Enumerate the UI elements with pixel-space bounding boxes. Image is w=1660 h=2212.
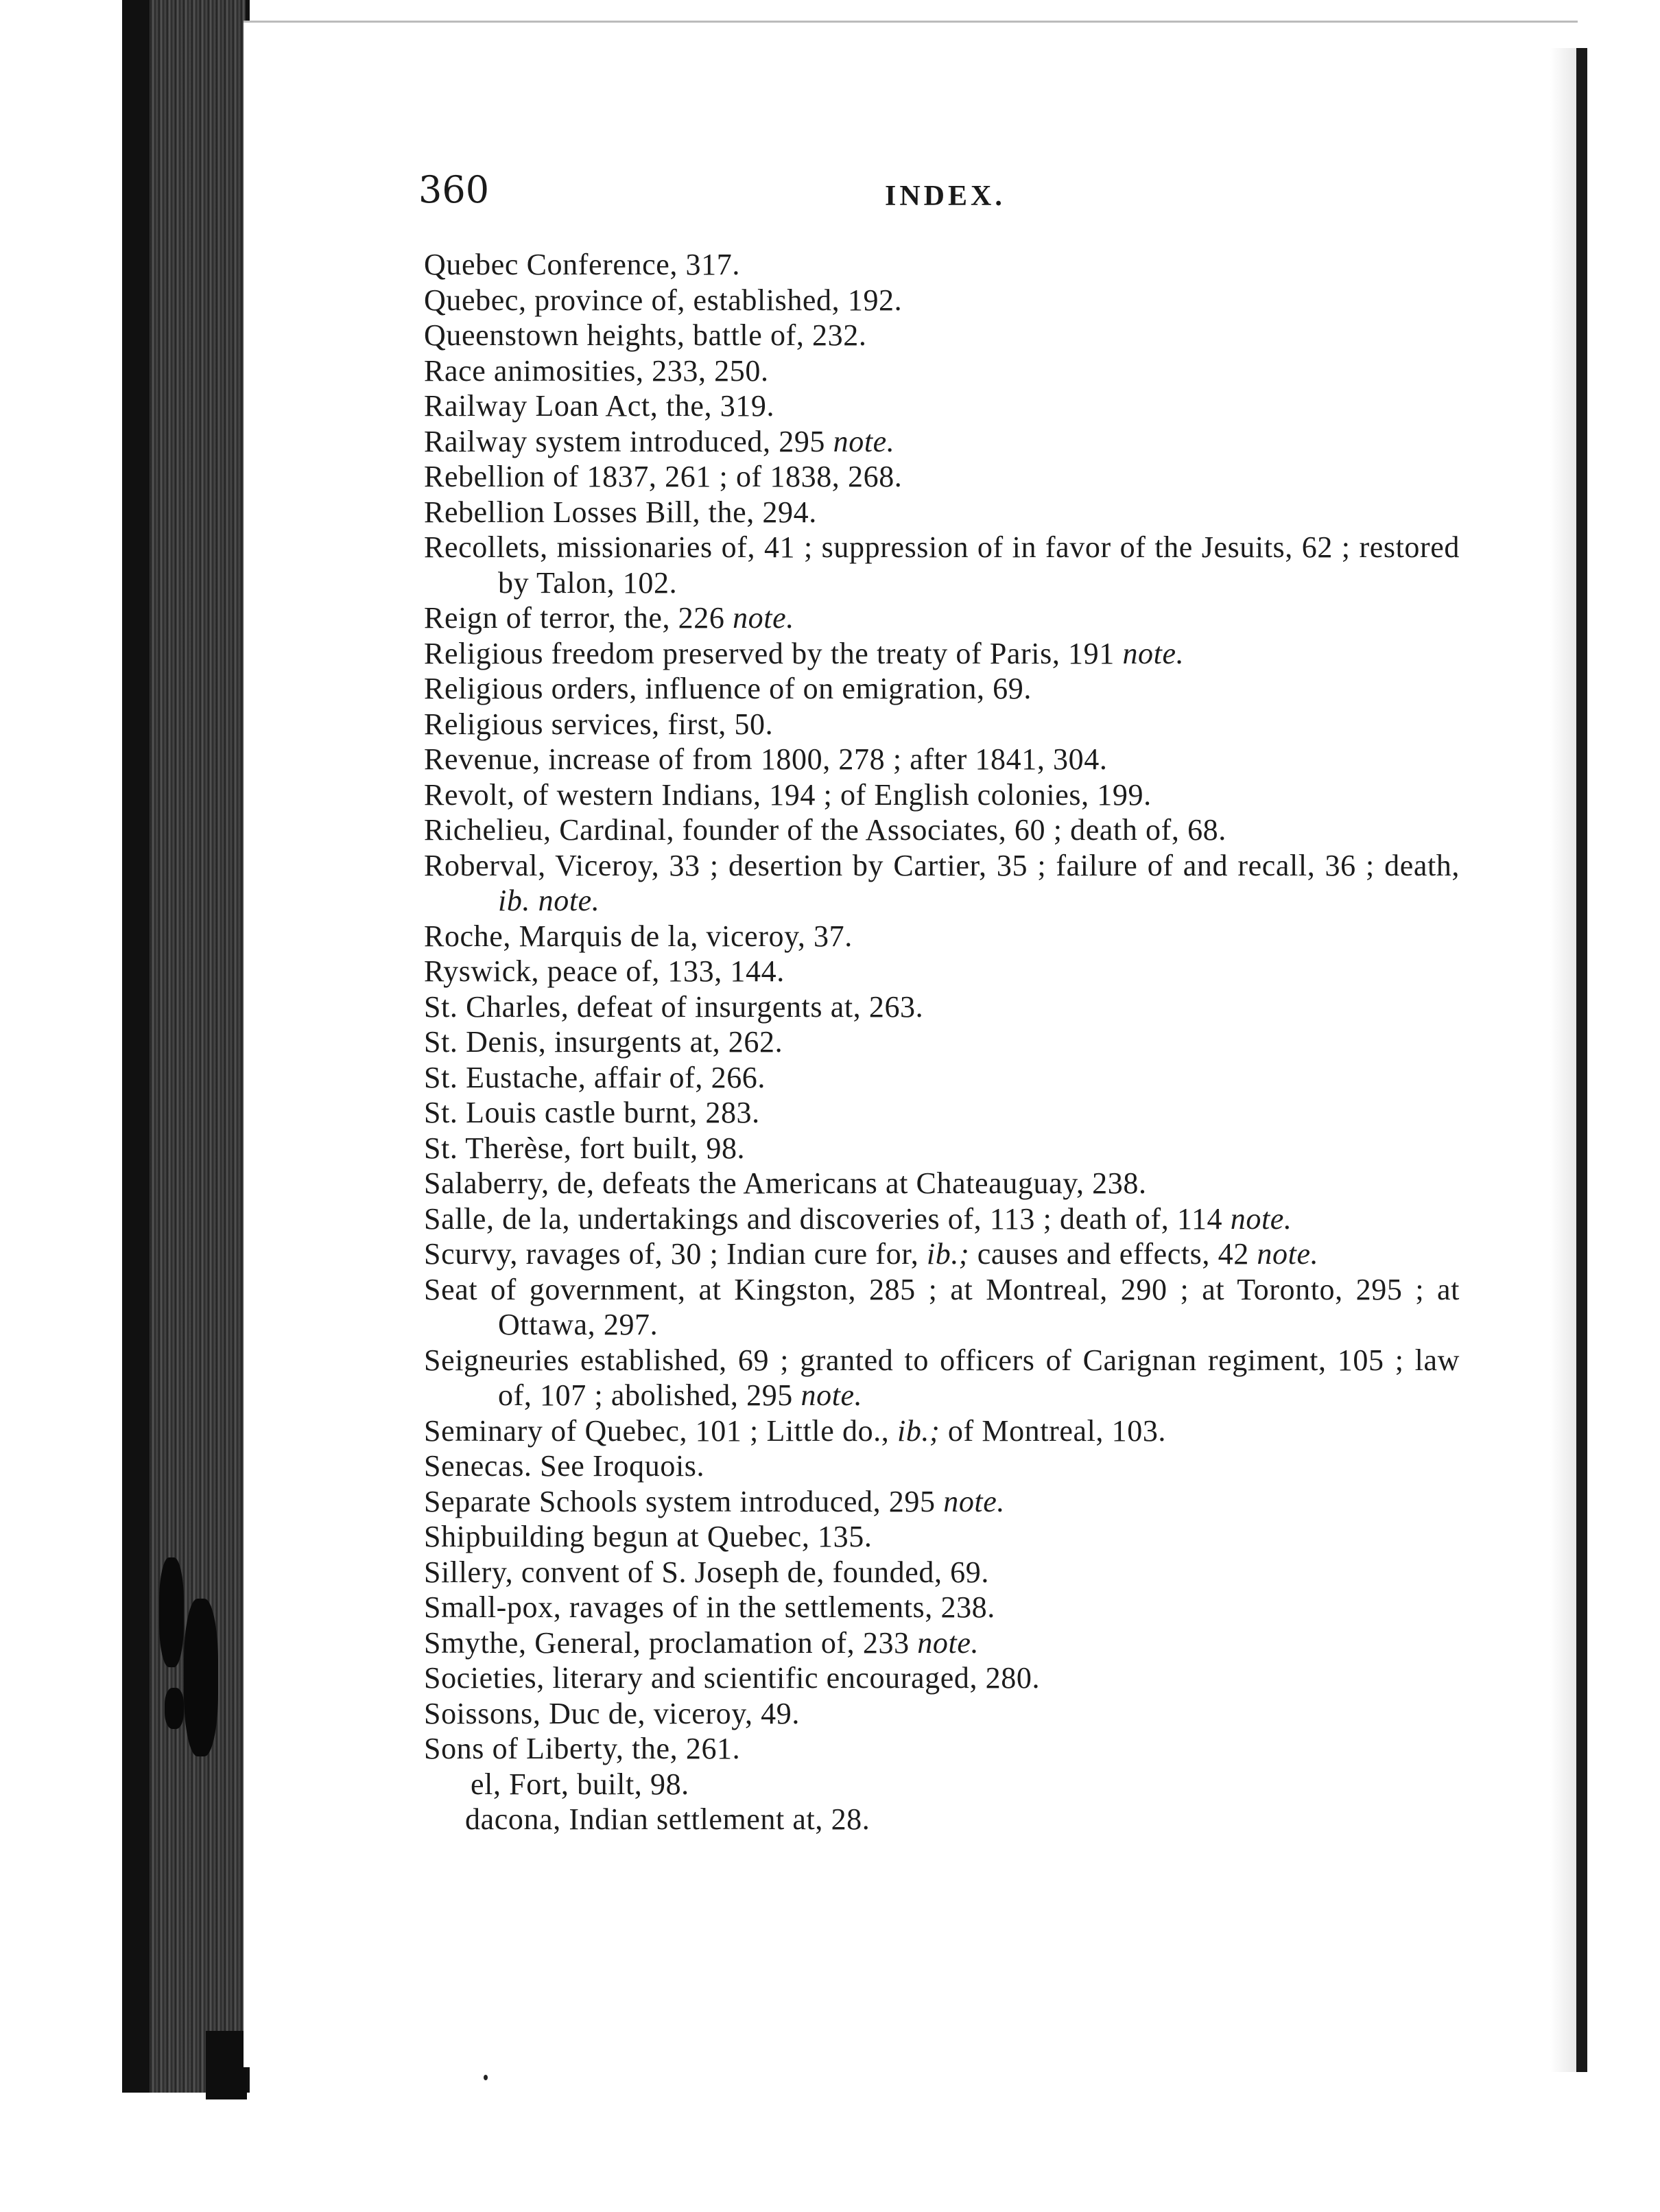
entry-text: Quebec Conference, 317. bbox=[424, 248, 740, 281]
entry-text-continued: causes and effects, 42 bbox=[977, 1237, 1249, 1271]
entry-ibid: ib.; bbox=[926, 1237, 970, 1271]
index-entry bbox=[424, 742, 1460, 777]
index-entry bbox=[424, 1095, 1460, 1131]
index-entry bbox=[424, 1555, 1460, 1590]
index-entry bbox=[424, 671, 1460, 707]
index-entry bbox=[424, 989, 1460, 1025]
ink-blot bbox=[165, 1688, 184, 1729]
entry-text: Ryswick, peace of, 133, 144. bbox=[424, 954, 785, 988]
entry-text: St. Therèse, fort built, 98. bbox=[424, 1131, 746, 1165]
entry-text: Roche, Marquis de la, viceroy, 37. bbox=[424, 919, 853, 953]
entry-note: ib. note. bbox=[498, 884, 600, 917]
index-entry bbox=[424, 247, 1460, 283]
entry-text: Senecas. See Iroquois. bbox=[424, 1449, 705, 1483]
entry-text: Railway system introduced, 295 bbox=[424, 424, 826, 458]
entry-text: Revenue, increase of from 1800, 278 ; after 1841, 304. bbox=[424, 742, 1108, 776]
entry-text: Shipbuilding begun at Quebec, 135. bbox=[424, 1520, 873, 1553]
entry-text: Rebellion of 1837, 261 ; of 1838, 268. bbox=[424, 460, 903, 493]
entry-text: Recollets, missionaries of, 41 ; suppression of in favor of the Jesuits, 62 ; restored by Talon, 102. bbox=[424, 530, 1460, 600]
entry-text: Race animosities, 233, 250. bbox=[424, 353, 769, 388]
entry-text: Small-pox, ravages of in the settlements, 238. bbox=[424, 1590, 995, 1624]
entry-text: St. Eustache, affair of, 266. bbox=[424, 1060, 766, 1094]
book-spine-shadow bbox=[122, 0, 150, 2093]
entry-text: Richelieu, Cardinal, founder of the Associates, 60 ; death of, 68. bbox=[424, 813, 1226, 847]
entry-text: Separate Schools system introduced, 295 bbox=[424, 1484, 936, 1518]
index-entry bbox=[424, 1731, 1460, 1767]
index-entry bbox=[424, 1166, 1460, 1201]
entry-note: note. bbox=[833, 424, 895, 458]
entry-text: Religious services, first, 50. bbox=[424, 707, 774, 741]
index-entry bbox=[424, 1236, 1460, 1272]
entry-note: note. bbox=[733, 601, 794, 635]
index-entry bbox=[424, 530, 1460, 600]
index-entry bbox=[424, 848, 1460, 919]
index-entry bbox=[424, 919, 1460, 954]
entry-text: Sons of Liberty, the, 261. bbox=[424, 1732, 741, 1765]
index-entry bbox=[424, 495, 1460, 530]
entry-text: St. Charles, defeat of insurgents at, 263. bbox=[424, 989, 924, 1024]
index-entry bbox=[424, 1660, 1460, 1696]
entry-text: Seigneuries established, 69 ; granted to officers of Carignan regiment, 105 ; law of, 107 ; abolished, 295 bbox=[424, 1343, 1460, 1412]
entry-text: Seat of government, at Kingston, 285 ; at Montreal, 290 ; at Toronto, 295 ; at Ottawa, 297. bbox=[424, 1272, 1460, 1341]
index-entry bbox=[424, 1767, 1460, 1802]
index-entry bbox=[424, 318, 1460, 353]
index-entry bbox=[424, 1590, 1460, 1625]
entry-note: note. bbox=[1230, 1201, 1292, 1236]
page-number: 360 bbox=[418, 168, 490, 211]
index-entry bbox=[424, 1625, 1460, 1661]
entry-text: Quebec, province of, established, 192. bbox=[424, 283, 903, 317]
entry-text: Religious freedom preserved by the treaty of Paris, 191 bbox=[424, 636, 1115, 670]
index-entry bbox=[424, 1272, 1460, 1343]
entry-text: Railway Loan Act, the, 319. bbox=[424, 389, 775, 423]
index-entry bbox=[424, 1448, 1460, 1484]
index-entry bbox=[424, 388, 1460, 424]
entry-text: Roberval, Viceroy, 33 ; desertion by Cartier, 35 ; failure of and recall, 36 ; death, bbox=[424, 848, 1460, 882]
entry-text: Seminary of Quebec, 101 ; Little do., bbox=[424, 1413, 890, 1448]
index-entry bbox=[424, 1802, 1460, 1837]
entry-text-continued: of Montreal, 103. bbox=[947, 1413, 1167, 1448]
ink-blot bbox=[159, 1557, 184, 1667]
entry-note: note. bbox=[1122, 636, 1185, 670]
entry-note: note. bbox=[1257, 1237, 1319, 1271]
index-entry bbox=[424, 707, 1460, 742]
entry-text: Societies, literary and scientific encouraged, 280. bbox=[424, 1661, 1041, 1695]
entry-note: note. bbox=[943, 1484, 1005, 1518]
entry-text: Soissons, Duc de, viceroy, 49. bbox=[424, 1696, 800, 1730]
index-entry bbox=[424, 954, 1460, 989]
entry-text: Salle, de la, undertakings and discoveries of, 113 ; death of, 114 bbox=[424, 1201, 1223, 1236]
entry-note: note. bbox=[917, 1625, 980, 1660]
index-entry bbox=[424, 777, 1460, 813]
index-entry bbox=[424, 1413, 1460, 1449]
index-list bbox=[424, 247, 1460, 1837]
index-entry bbox=[424, 283, 1460, 318]
entry-text: Revolt, of western Indians, 194 ; of English colonies, 199. bbox=[424, 777, 1152, 812]
entry-text: Rebellion Losses Bill, the, 294. bbox=[424, 495, 817, 529]
entry-text: Sillery, convent of S. Joseph de, founded, 69. bbox=[424, 1555, 989, 1589]
entry-text: Salaberry, de, defeats the Americans at Chateauguay, 238. bbox=[424, 1166, 1147, 1200]
running-head: INDEX. bbox=[885, 180, 1006, 212]
index-entry bbox=[424, 1484, 1460, 1520]
index-entry bbox=[424, 812, 1460, 848]
entry-text: el, Fort, built, 98. bbox=[471, 1767, 689, 1801]
index-entry bbox=[424, 1519, 1460, 1555]
entry-text: Religious orders, influence of on emigration, 69. bbox=[424, 672, 1032, 705]
entry-ibid: ib.; bbox=[897, 1413, 940, 1448]
index-entry bbox=[424, 424, 1460, 460]
index-entry bbox=[424, 1131, 1460, 1166]
gutter-shadow bbox=[1550, 48, 1576, 2072]
entry-note: note. bbox=[801, 1378, 863, 1412]
index-entry bbox=[424, 636, 1460, 672]
index-entry bbox=[424, 1696, 1460, 1732]
gutter-line bbox=[1576, 48, 1587, 2072]
entry-text: Scurvy, ravages of, 30 ; Indian cure for, bbox=[424, 1237, 919, 1271]
entry-text: St. Denis, insurgents at, 262. bbox=[424, 1025, 783, 1059]
index-entry bbox=[424, 459, 1460, 495]
book-corner-shadow bbox=[206, 2031, 247, 2099]
index-entry bbox=[424, 1024, 1460, 1060]
index-entry bbox=[424, 1201, 1460, 1237]
index-entry bbox=[424, 1060, 1460, 1096]
entry-text: Queenstown heights, battle of, 232. bbox=[424, 318, 867, 352]
entry-text: Smythe, General, proclamation of, 233 bbox=[424, 1625, 910, 1660]
entry-text: Reign of terror, the, 226 bbox=[424, 601, 725, 635]
ink-speck bbox=[484, 2075, 488, 2080]
entry-text: dacona, Indian settlement at, 28. bbox=[465, 1802, 870, 1836]
index-entry bbox=[424, 600, 1460, 636]
entry-text: St. Louis castle burnt, 283. bbox=[424, 1096, 760, 1129]
ink-blot bbox=[184, 1599, 218, 1756]
index-entry bbox=[424, 1343, 1460, 1413]
index-entry bbox=[424, 353, 1460, 389]
